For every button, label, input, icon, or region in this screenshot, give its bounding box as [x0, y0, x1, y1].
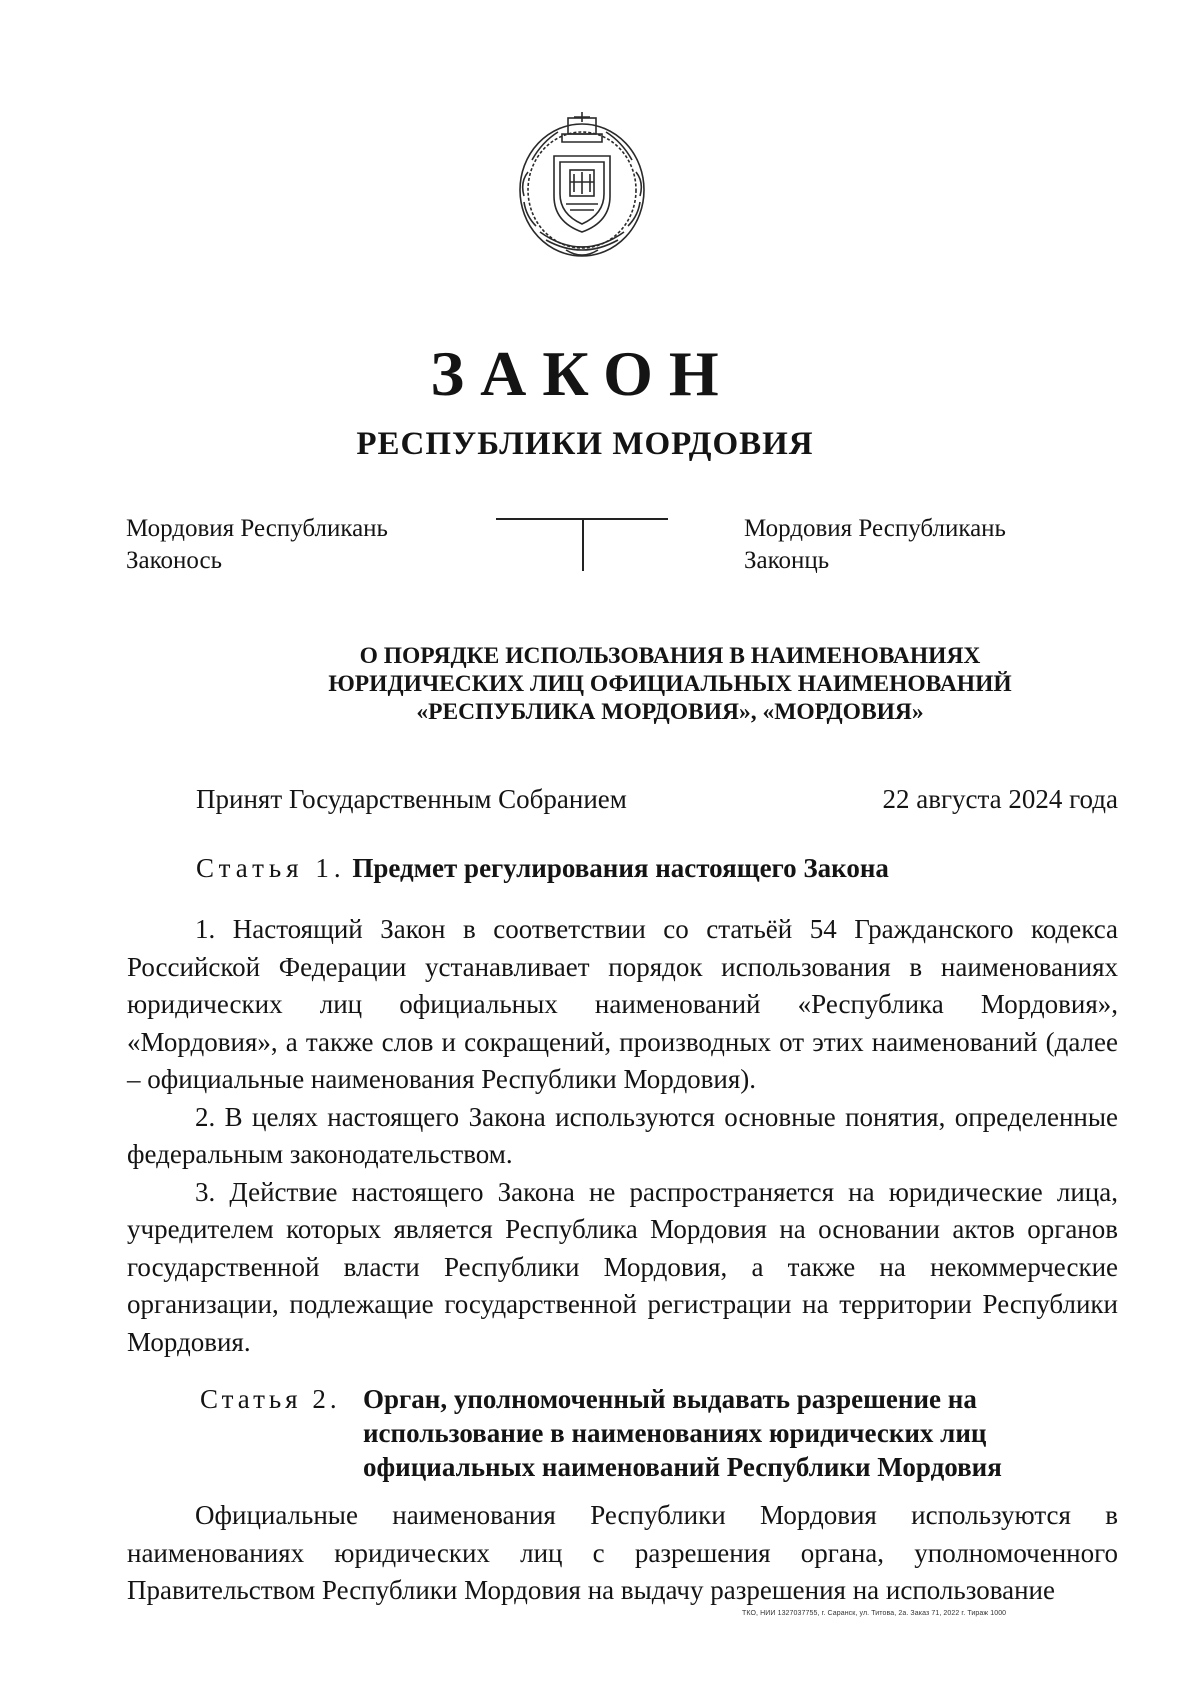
article-2-title — [363, 1382, 1083, 1484]
article-2-title-line-3: официальных наименований Республики Мордовия — [363, 1452, 1002, 1482]
article-2-body — [127, 1497, 1118, 1610]
left-caption-line-2: Законось — [126, 547, 222, 574]
number-field-divider — [582, 519, 584, 571]
law-title-line-2: ЮРИДИЧЕСКИХ ЛИЦ ОФИЦИАЛЬНЫХ НАИМЕНОВАНИЙ — [328, 671, 1012, 697]
article-2-title-line-1: Орган, уполномоченный выдавать разрешение на — [363, 1384, 977, 1414]
document-subtitle: РЕСПУБЛИКИ МОРДОВИЯ — [356, 426, 814, 462]
article-1-paragraph-3: 3. Действие настоящего Закона не распространяется на юридические лица, учредителем которых является Республика Мордовия на основании актов органов государственной власти Республики Мордовия, а также на некоммерческие организации, подлежащие государственной регистрации на территории Республики Мордовия. — [127, 1176, 1118, 1357]
law-title-line-1: О ПОРЯДКЕ ИСПОЛЬЗОВАНИЯ В НАИМЕНОВАНИЯХ — [359, 643, 981, 669]
law-title-line-3: «РЕСПУБЛИКА МОРДОВИЯ», «МОРДОВИЯ» — [416, 699, 924, 725]
left-caption — [126, 513, 388, 577]
article-1-title: Предмет регулирования настоящего Закона — [352, 853, 889, 883]
law-title — [220, 642, 1120, 726]
adoption-date: 22 августа 2024 года — [882, 784, 1118, 814]
print-info: ТКО, НИИ 1327037755, г. Саранск, ул. Титова, 2а. Заказ 71, 2022 г. Тираж 1000 — [742, 1610, 1007, 1617]
article-1-heading — [196, 851, 889, 885]
left-caption-line-1: Мордовия Республикань — [126, 515, 388, 542]
right-caption-line-2: Законць — [744, 547, 830, 574]
article-1-body — [127, 911, 1118, 1361]
article-1-label: Статья 1. — [196, 853, 346, 883]
coat-of-arms-emblem — [510, 112, 654, 262]
adoption-text: Принят Государственным Собранием — [196, 784, 627, 814]
article-2-title-line-2: использование в наименованиях юридических лиц — [363, 1418, 987, 1448]
article-1-paragraph-2: 2. В целях настоящего Закона используются основные понятия, определенные федеральным законодательством. — [127, 1101, 1118, 1169]
document-title: ЗАКОН — [430, 338, 735, 409]
right-caption — [744, 513, 1006, 577]
article-2-label: Статья 2. — [200, 1384, 341, 1414]
article-2-paragraph-1: Официальные наименования Республики Мордовия используются в наименованиях юридических лиц с разрешения органа, уполномоченного Правительством Республики Мордовия на выдачу разрешения на использование — [127, 1500, 1118, 1605]
right-caption-line-1: Мордовия Республикань — [744, 515, 1006, 542]
article-1-paragraph-1: 1. Настоящий Закон в соответствии со статьёй 54 Гражданского кодекса Российской Федерации устанавливает порядок использования в наименованиях юридических лиц официальных наименований «Республика Мордовия», «Мордовия», а также слов и сокращений, производных от этих наименований (далее – официальные наименования Республики Мордовия). — [127, 914, 1118, 1094]
